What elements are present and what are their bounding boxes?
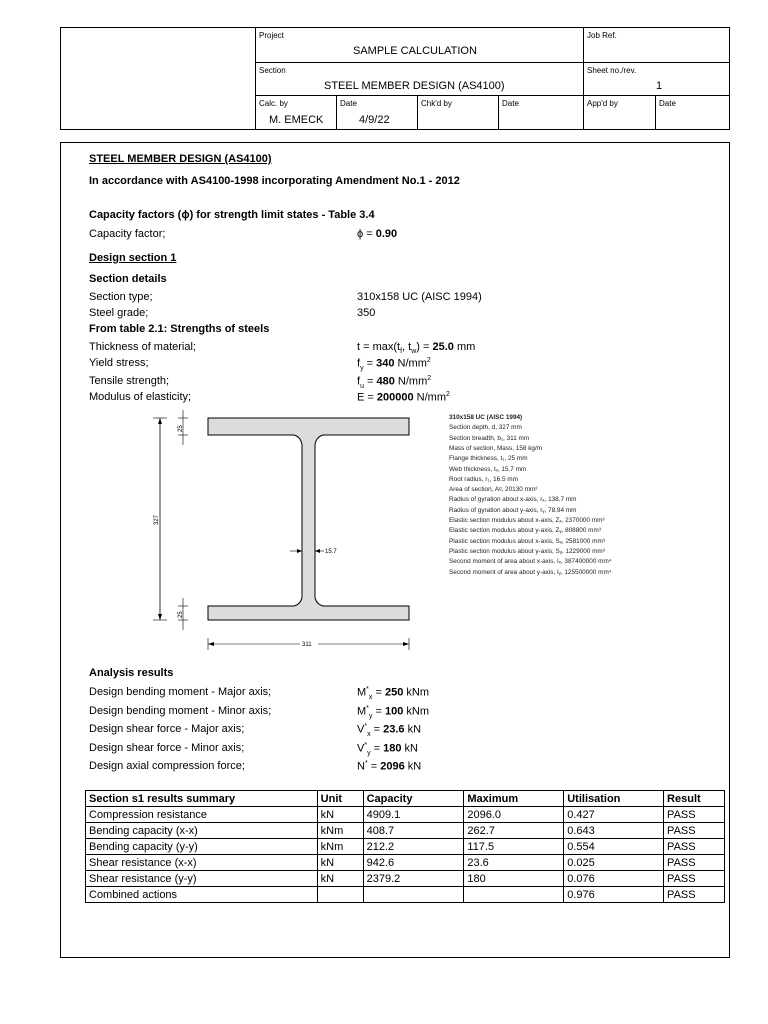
table-cell: 0.076 — [564, 871, 664, 887]
flange-bot-dim-label: 25 — [178, 611, 184, 618]
section-property-item: Web thickness, tᵥ, 15.7 mm — [449, 465, 527, 473]
steel-grade-value: 350 — [357, 307, 376, 319]
date-value: 4/9/22 — [359, 114, 390, 126]
table-cell: 0.976 — [564, 887, 664, 903]
section-property-item: Section depth, d, 327 mm — [449, 424, 522, 432]
analysis-row-label: Design bending moment - Minor axis; — [89, 704, 272, 717]
project-value: SAMPLE CALCULATION — [353, 45, 477, 57]
analysis-row-value: $V^*_x = 23.6$ kN — [357, 723, 422, 738]
section-label: Section — [259, 66, 286, 75]
section-property-item: Radius of gyration about y-axis, rᵧ, 78.94 mm — [449, 506, 577, 514]
section-property-item: Area of section, Aᵍ, 20130 mm² — [449, 486, 538, 494]
table-cell: PASS — [664, 823, 725, 839]
table-cell — [464, 887, 564, 903]
sheet-label: Sheet no./rev. — [587, 66, 637, 75]
table-cell: 212.2 — [363, 839, 464, 855]
col-header: Utilisation — [564, 791, 664, 807]
section-details-heading: Section details — [89, 273, 167, 285]
table-cell: PASS — [664, 855, 725, 871]
analysis-row-label: Design shear force - Major axis; — [89, 723, 245, 735]
analysis-row-label: Design bending moment - Major axis; — [89, 686, 272, 698]
table-cell — [363, 887, 464, 903]
table-row — [86, 871, 725, 887]
table-cell: kN — [317, 855, 363, 871]
table-cell — [317, 887, 363, 903]
doc-title: STEEL MEMBER DESIGN (AS4100) — [89, 153, 272, 165]
table-row — [86, 887, 725, 903]
table-row — [86, 807, 725, 823]
modulus-value: E = 200000 $N/mm^2$ — [357, 391, 450, 404]
section-property-item: Elastic section modulus about y-axis, Zᵧ, 808800 mm³ — [449, 527, 601, 535]
chkd-label: Chk'd by — [421, 99, 452, 108]
table-cell: 180 — [464, 871, 564, 887]
table-cell: kN — [317, 871, 363, 887]
table-cell: 23.6 — [464, 855, 564, 871]
analysis-row-value: N* = 2096 kN — [357, 760, 422, 773]
analysis-row-value: $V^*_y = 180$ kN — [357, 741, 418, 757]
table-cell: Compression resistance — [86, 807, 318, 823]
table-row — [86, 855, 725, 871]
tensile-label: Tensile strength; — [89, 375, 170, 387]
appd-label: App'd by — [587, 99, 618, 108]
width-dim-label: 311 — [302, 642, 312, 648]
section-property-item: Mass of section, Mass, 158 kg/m — [449, 444, 543, 452]
section-property-item: Plastic section modulus about x-axis, Sₓ, 2581000 mm³ — [449, 537, 605, 545]
analysis-row-value: $M^*_y = 100$ kNm — [357, 704, 429, 720]
table-cell: Bending capacity (y-y) — [86, 839, 318, 855]
section-property-item: Plastic section modulus about y-axis, Sᵧ, 1229000 mm³ — [449, 547, 605, 555]
project-label: Project — [259, 31, 284, 40]
section-type-value: 310x158 UC (AISC 1994) — [357, 291, 482, 303]
table-cell: Bending capacity (x-x) — [86, 823, 318, 839]
date3-label: Date — [659, 99, 676, 108]
col-header: Result — [664, 791, 725, 807]
analysis-row-value: $M^*_x = 250$ kNm — [357, 686, 429, 701]
table-cell: 0.643 — [564, 823, 664, 839]
yield-label: Yield stress; — [89, 357, 149, 369]
table-cell: PASS — [664, 887, 725, 903]
section-property-item: Flange thickness, t₁, 25 mm — [449, 455, 528, 463]
sheet-value: 1 — [656, 80, 663, 92]
table-cell: kN — [317, 807, 363, 823]
capacity-factor-label: Capacity factor; — [89, 228, 166, 240]
table-cell: 0.554 — [564, 839, 664, 855]
table-cell: PASS — [664, 871, 725, 887]
capacity-factors-heading: Capacity factors (ϕ) for strength limit states - Table 3.4 — [89, 209, 375, 221]
table-cell: PASS — [664, 807, 725, 823]
table-row — [86, 823, 725, 839]
table-cell: kNm — [317, 839, 363, 855]
date2-label: Date — [502, 99, 519, 108]
thickness-value: $t = \max(t_f$, $t_w) = 25.0$ mm — [357, 341, 476, 356]
depth-dim-label: 327 — [154, 514, 160, 525]
section-property-item: Second moment of area about x-axis, Iₓ, 387400000 mm⁴ — [449, 558, 612, 566]
design-section-heading: Design section 1 — [89, 252, 177, 264]
table-cell: PASS — [664, 839, 725, 855]
i-beam-profile — [208, 418, 409, 620]
col-header: Section s1 results summary — [86, 791, 318, 807]
section-property-item: Radius of gyration about x-axis, rₓ, 138.7 mm — [449, 496, 577, 504]
table-cell: Combined actions — [86, 887, 318, 903]
table-cell: 117.5 — [464, 839, 564, 855]
table-cell: Shear resistance (y-y) — [86, 871, 318, 887]
calcby-value: M. EMECK — [269, 114, 324, 126]
table-cell: 0.427 — [564, 807, 664, 823]
doc-subtitle: In accordance with AS4100-1998 incorporating Amendment No.1 - 2012 — [89, 175, 460, 187]
table-cell: 2379.2 — [363, 871, 464, 887]
table-cell: 942.6 — [363, 855, 464, 871]
modulus-label: Modulus of elasticity; — [89, 391, 192, 403]
title-block — [60, 27, 730, 130]
section-property-item: Root radius, r₁, 16.5 mm — [449, 475, 518, 483]
yield-value: $f_y = 340$ $N/mm^2$ — [357, 357, 431, 372]
flange-top-dim-label: 25 — [178, 425, 184, 432]
table-header-row — [86, 791, 725, 807]
section-property-item: Elastic section modulus about x-axis, Zₓ, 2370000 mm³ — [449, 517, 605, 524]
tensile-value: $f_u = 480$ $N/mm^2$ — [357, 375, 432, 390]
col-header: Maximum — [464, 791, 564, 807]
table-cell: Shear resistance (x-x) — [86, 855, 318, 871]
section-type-label: Section type; — [89, 291, 153, 303]
date-label: Date — [340, 99, 357, 108]
table-cell: 2096.0 — [464, 807, 564, 823]
col-header: Unit — [317, 791, 363, 807]
analysis-heading: Analysis results — [89, 667, 174, 679]
thickness-label: Thickness of material; — [89, 341, 196, 353]
capacity-factor-value: ϕ = 0.90 — [357, 228, 398, 240]
table-cell: 0.025 — [564, 855, 664, 871]
steel-grade-label: Steel grade; — [89, 307, 149, 319]
results-summary-table — [85, 790, 725, 903]
section-value: STEEL MEMBER DESIGN (AS4100) — [324, 80, 505, 92]
calcby-label: Calc. by — [259, 99, 288, 108]
section-property-item: Second moment of area about y-axis, Iᵧ, 125500000 mm⁴ — [449, 568, 612, 576]
table-cell: 408.7 — [363, 823, 464, 839]
table21-heading: From table 2.1: Strengths of steels — [89, 323, 270, 335]
table-cell: 4909.1 — [363, 807, 464, 823]
analysis-row-label: Design shear force - Minor axis; — [89, 741, 245, 754]
section-property-item: Section breadth, b₁, 311 mm — [449, 434, 530, 442]
web-dim-label: 15.7 — [325, 549, 337, 555]
jobref-label: Job Ref. — [587, 31, 617, 40]
i-section-drawing — [145, 410, 435, 655]
analysis-row-label: Design axial compression force; — [89, 760, 245, 772]
table-row — [86, 839, 725, 855]
section-property-item: 310x158 UC (AISC 1994) — [449, 414, 523, 421]
table-cell: 262.7 — [464, 823, 564, 839]
table-cell: kNm — [317, 823, 363, 839]
col-header: Capacity — [363, 791, 464, 807]
